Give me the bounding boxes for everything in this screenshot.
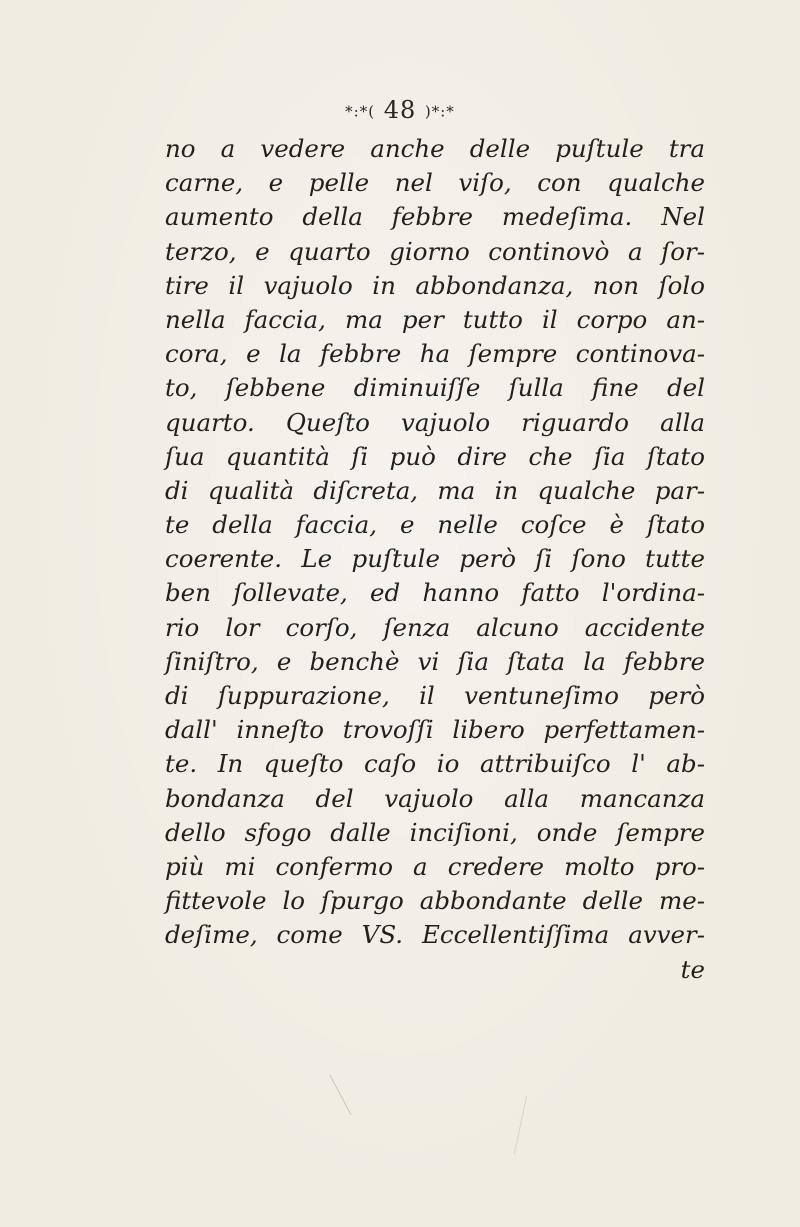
text-line: te. In queſto caſo io attribuiſco l' ab- <box>165 749 705 779</box>
page-header <box>0 96 800 124</box>
text-line: ben ſollevate, ed hanno fatto l'ordina- <box>165 578 705 608</box>
text-line: fittevole lo ſpurgo abbondante delle me- <box>165 886 705 916</box>
text-line: bondanza del vajuolo alla mancanza <box>165 783 705 813</box>
text-line: to, ſebbene diminuiſſe ſulla fine del <box>165 373 705 403</box>
text-line: nella faccia, ma per tutto il corpo an- <box>165 304 705 334</box>
text-line: coerente. Le puſtule però ſi ſono tutte <box>165 544 705 574</box>
text-line: carne, e pelle nel viſo, con qualche <box>165 168 705 198</box>
text-line: dall' inneſto trovoſſi libero perfettamen- <box>165 715 705 745</box>
text-line: dello sfogo dalle inciſioni, onde ſempre <box>165 817 705 847</box>
text-line: più mi confermo a credere molto pro- <box>165 851 705 881</box>
catchword: te <box>680 954 705 984</box>
text-line: di ſuppurazione, il ventuneſimo però <box>165 681 705 710</box>
text-line: tire il vajuolo in abbondanza, non ſolo <box>165 270 705 300</box>
text-line: ſiniſtro, e benchè vi ſia ſtata la febbre <box>165 646 705 676</box>
text-line: terzo, e quarto giorno continovò a ſor- <box>165 236 705 266</box>
text-line: rio lor corſo, ſenza alcuno accidente <box>165 612 705 642</box>
text-line: deſime, come VS. Eccellentiſſima avver- <box>165 920 705 950</box>
paper-mark <box>329 1075 373 1115</box>
header-ornament-right: )*:* <box>424 102 455 121</box>
body-text <box>165 132 705 987</box>
text-line: te della faccia, e nelle coſce è ſtato <box>165 510 705 540</box>
text-line: cora, e la febbre ha ſempre continova- <box>165 339 705 369</box>
paper-crease <box>514 1096 527 1155</box>
text-line: aumento della febbre medeſima. Nel <box>165 202 705 232</box>
text-line: quarto. Queſto vajuolo riguardo alla <box>165 407 705 437</box>
header-ornament-left: *:*( <box>345 102 376 121</box>
text-line: ſua quantità ſi può dire che ſia ſtato <box>165 441 705 471</box>
page-number: 48 <box>383 96 417 124</box>
text-line: no a vedere anche delle puſtule tra <box>165 134 705 163</box>
text-line: di qualità diſcreta, ma in qualche par- <box>165 475 705 505</box>
